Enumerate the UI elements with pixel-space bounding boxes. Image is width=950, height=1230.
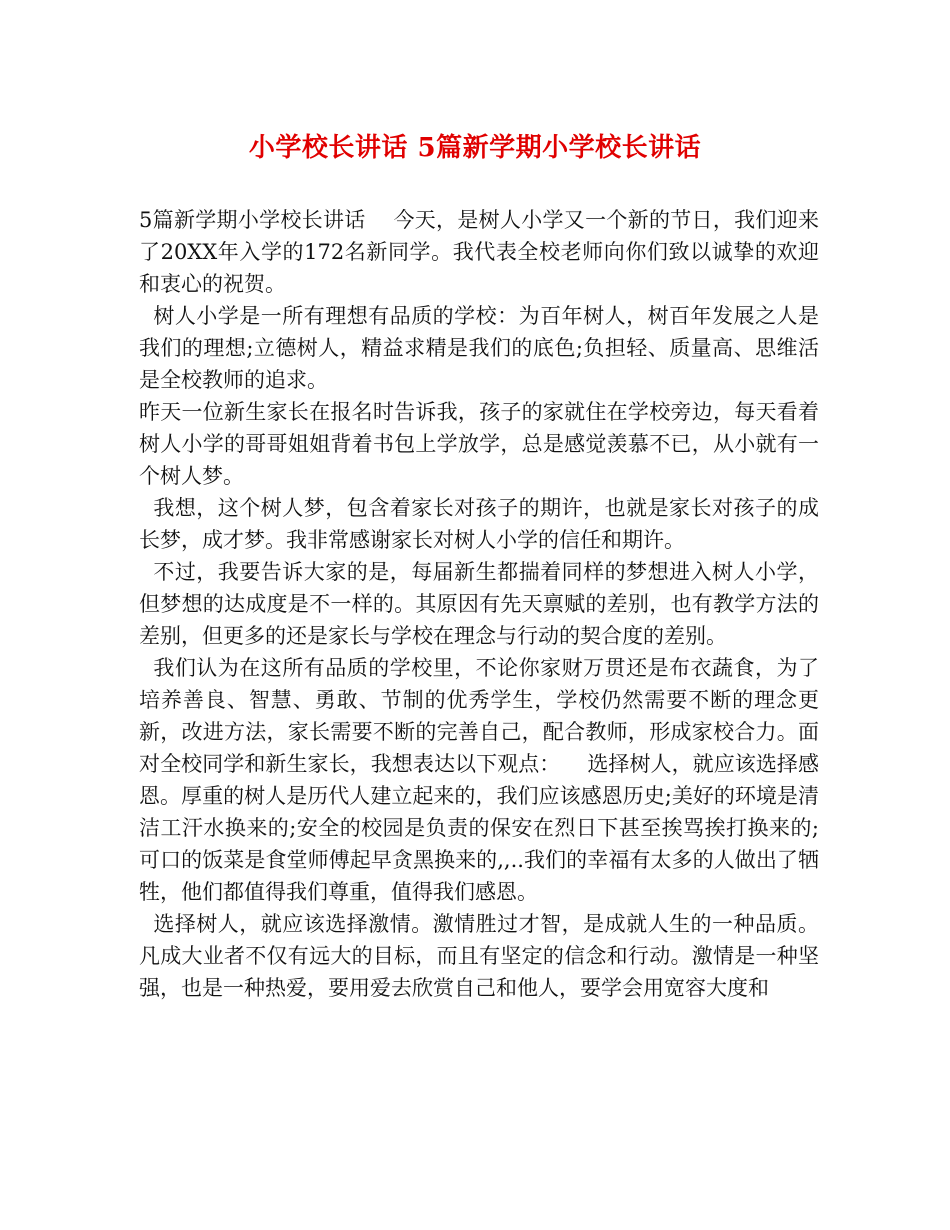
paragraph: 昨天一位新生家长在报名时告诉我，孩子的家就住在学校旁边，每天看着树人小学的哥哥姐姐背着书包上学放学，总是感觉羡慕不已，从小就有一个树人梦。: [139, 400, 819, 488]
paragraph: 树人小学是一所有理想有品质的学校：为百年树人，树百年发展之人是我们的理想;立德树人，精益求精是我们的底色;负担轻、质量高、思维活是全校教师的追求。: [139, 304, 819, 392]
paragraph: 选择树人，就应该选择激情。激情胜过才智，是成就人生的一种品质。凡成大业者不仅有远大的目标，而且有坚定的信念和行动。激情是一种坚强，也是一种热爱，要用爱去欣赏自己和他人，要学会用宽容大度和: [139, 912, 819, 1000]
paragraph: 我想，这个树人梦，包含着家长对孩子的期许，也就是家长对孩子的成长梦，成才梦。我非常感谢家长对树人小学的信任和期许。: [139, 496, 819, 552]
document-title: 小学校长讲话 5篇新学期小学校长讲话: [248, 133, 702, 163]
paragraph: 我们认为在这所有品质的学校里，不论你家财万贯还是布衣蔬食，为了培养善良、智慧、勇敢、节制的优秀学生，学校仍然需要不断的理念更新，改进方法，家长需要不断的完善自己，配合教师，形成家校合力。面对全校同学和新生家长，我想表达以下观点： 选择树人，就应该选择感恩。厚重的树人是历代人建立起来的，我们应该感恩历史;美好的环境是清洁工汗水换来的;安全的校园是负责的保安在烈日下甚至挨骂挨打换来的;可口的饭菜是食堂师傅起早贪黑换来的,,..我们的幸福有太多的人做出了牺牲，他们都值得我们尊重，值得我们感恩。: [139, 656, 819, 904]
document-body: [139, 204, 819, 1004]
paragraph: 不过，我要告诉大家的是，每届新生都揣着同样的梦想进入树人小学，但梦想的达成度是不一样的。其原因有先天禀赋的差别，也有教学方法的差别，但更多的还是家长与学校在理念与行动的契合度的差别。: [139, 560, 819, 648]
paragraph: 5篇新学期小学校长讲话 今天，是树人小学又一个新的节日，我们迎来了20XX年入学的172名新同学。我代表全校老师向你们致以诚挚的欢迎和衷心的祝贺。: [139, 208, 819, 296]
